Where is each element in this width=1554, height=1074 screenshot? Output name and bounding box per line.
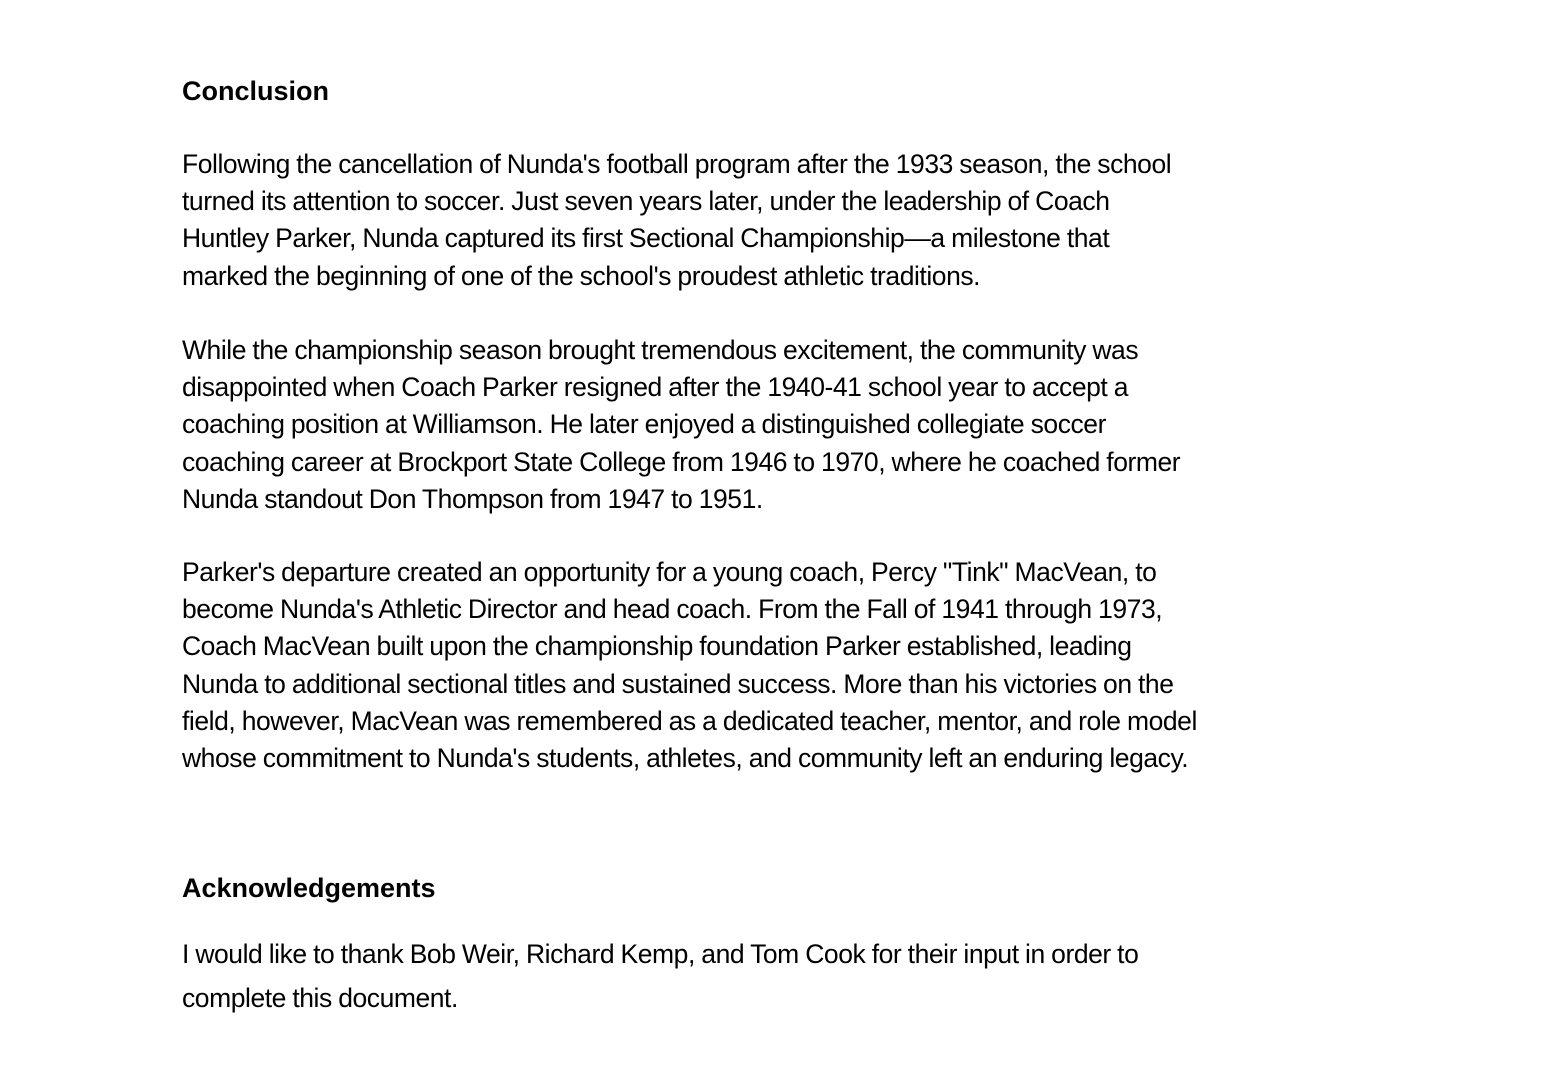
text-line: Parker's departure created an opportunity for a young coach, Percy "Tink" MacVean, to <box>182 557 1157 587</box>
text-line: marked the beginning of one of the school's proudest athletic traditions. <box>182 260 981 291</box>
text-line: complete this document. <box>182 983 458 1013</box>
acknowledgements-paragraph <box>182 932 1382 1020</box>
text-line: field, however, MacVean was remembered as a dedicated teacher, mentor, and role model <box>182 705 1197 736</box>
text-line: become Nunda's Athletic Director and head coach. From the Fall of 1941 through 1973, <box>182 594 1163 625</box>
conclusion-paragraph-2 <box>182 332 1382 518</box>
text-line: Nunda to additional sectional titles and sustained success. More than his victories on the <box>182 668 1174 699</box>
text-line: whose commitment to Nunda's students, athletes, and community left an enduring legacy. <box>182 743 1189 774</box>
text-line: I would like to thank Bob Weir, Richard Kemp, and Tom Cook for their input in order to <box>182 939 1139 969</box>
text-line: disappointed when Coach Parker resigned after the 1940-41 school year to accept a <box>182 372 1129 403</box>
text-line: Coach MacVean built upon the championship foundation Parker established, leading <box>182 631 1132 662</box>
text-line: Following the cancellation of Nunda's football program after the 1933 season, the school <box>182 149 1172 179</box>
text-line: While the championship season brought tremendous excitement, the community was <box>182 335 1139 365</box>
acknowledgements-heading: Acknowledgements <box>182 873 436 903</box>
text-line: Nunda standout Don Thompson from 1947 to 1951. <box>182 483 763 514</box>
text-line: Huntley Parker, Nunda captured its first Sectional Championship—a milestone that <box>182 223 1110 254</box>
text-line: coaching position at Williamson. He later enjoyed a distinguished collegiate soccer <box>182 409 1106 440</box>
conclusion-heading: Conclusion <box>182 76 329 106</box>
text-line: coaching career at Brockport State College from 1946 to 1970, where he coached former <box>182 446 1181 477</box>
conclusion-paragraph-1 <box>182 146 1382 295</box>
conclusion-paragraph-3 <box>182 554 1382 777</box>
text-line: turned its attention to soccer. Just seven years later, under the leadership of Coach <box>182 186 1110 217</box>
